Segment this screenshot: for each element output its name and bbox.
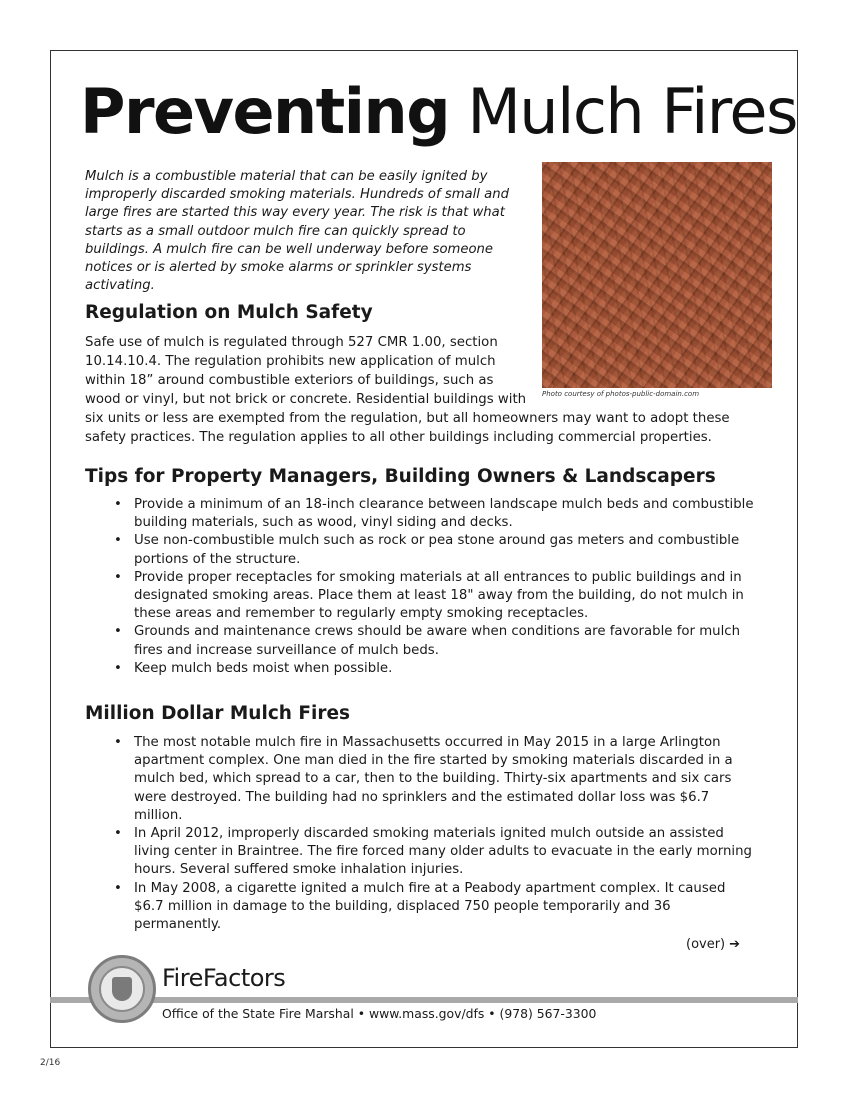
title-light: Mulch Fires [467,75,797,148]
list-item: • Provide proper receptacles for smoking materials at all entrances to public buildings and in designated smoking areas. Place them at least 18" away from the building, do not mulch in these areas and remember to regularly empty smoking receptacles. [114,569,754,624]
photo-credit: Photo courtesy of photos-public-domain.com [542,390,700,398]
regulation-line: Safe use of mulch is regulated through 527 CMR 1.00, section [85,335,498,350]
over-label: (over) [686,937,726,952]
tips-heading: Tips for Property Managers, Building Owners & Landscapers [85,466,716,487]
regulation-line: 10.14.10.4. The regulation prohibits new application of mulch [85,354,496,369]
million-heading: Million Dollar Mulch Fires [85,703,351,724]
intro-paragraph: Mulch is a combustible material that can be easily ignited by improperly discarded smoking materials. Hundreds of small and large fires are started this way every year. The risk is that what starts as a small outdoor mulch fire can quickly spread to buildings. A mulch fire can be well underway before someone notices or is alerted by smoke alarms or sprinkler systems activating. [85,169,509,294]
page-code: 2/16 [40,1058,61,1068]
page-title [80,72,797,152]
brand-name: FireFactors [162,964,286,992]
list-item: • Grounds and maintenance crews should be aware when conditions are favorable for mulch fires and increase surveillance of mulch beds. [114,623,754,659]
list-item: • The most notable mulch fire in Massachusetts occurred in May 2015 in a large Arlington apartment complex. One man died in the fire started by smoking materials discarded in a mulch bed, which spread to a car, then to the building. Thirty-six apartments and six cars were destroyed. The building had no sprinklers and the estimated dollar loss was $6.7 million. [114,734,754,825]
footer-bar [50,997,798,1003]
list-item: • Provide a minimum of an 18-inch clearance between landscape mulch beds and combustible building materials, such as wood, vinyl siding and decks. [114,496,754,532]
regulation-heading: Regulation on Mulch Safety [85,302,373,323]
regulation-text [85,333,745,447]
tips-list [114,496,754,678]
over-link[interactable] [686,937,740,952]
list-item: • In April 2012, improperly discarded smoking materials ignited mulch outside an assisted living center in Braintree. The fire forced many older adults to evacuate in the early morning hours. Several suffered smoke inhalation injuries. [114,825,754,880]
list-item: • In May 2008, a cigarette ignited a mulch fire at a Peabody apartment complex. It caused $6.7 million in damage to the building, displaced 750 people temporarily and 36 permanently. [114,880,754,935]
office-contact: Office of the State Fire Marshal • www.mass.gov/dfs • (978) 567-3300 [162,1006,597,1021]
list-item: • Keep mulch beds moist when possible. [114,660,754,678]
seal-shield [112,977,132,1001]
regulation-line: within 18” around combustible exteriors of buildings, such as [85,373,494,388]
list-item: • Use non-combustible mulch such as rock or pea stone around gas meters and combustible portions of the structure. [114,532,754,568]
fire-marshal-seal-icon [88,955,156,1023]
million-list [114,734,754,934]
regulation-line: wood or vinyl, but not brick or concrete. Residential buildings with [85,392,527,407]
arrow-right-icon: ➔ [729,937,741,952]
title-bold: Preventing [80,75,450,148]
regulation-line: six units or less are exempted from the regulation, but all homeowners may want to adopt these [85,411,730,426]
regulation-line: safety practices. The regulation applies to all other buildings including commercial properties. [85,430,712,445]
